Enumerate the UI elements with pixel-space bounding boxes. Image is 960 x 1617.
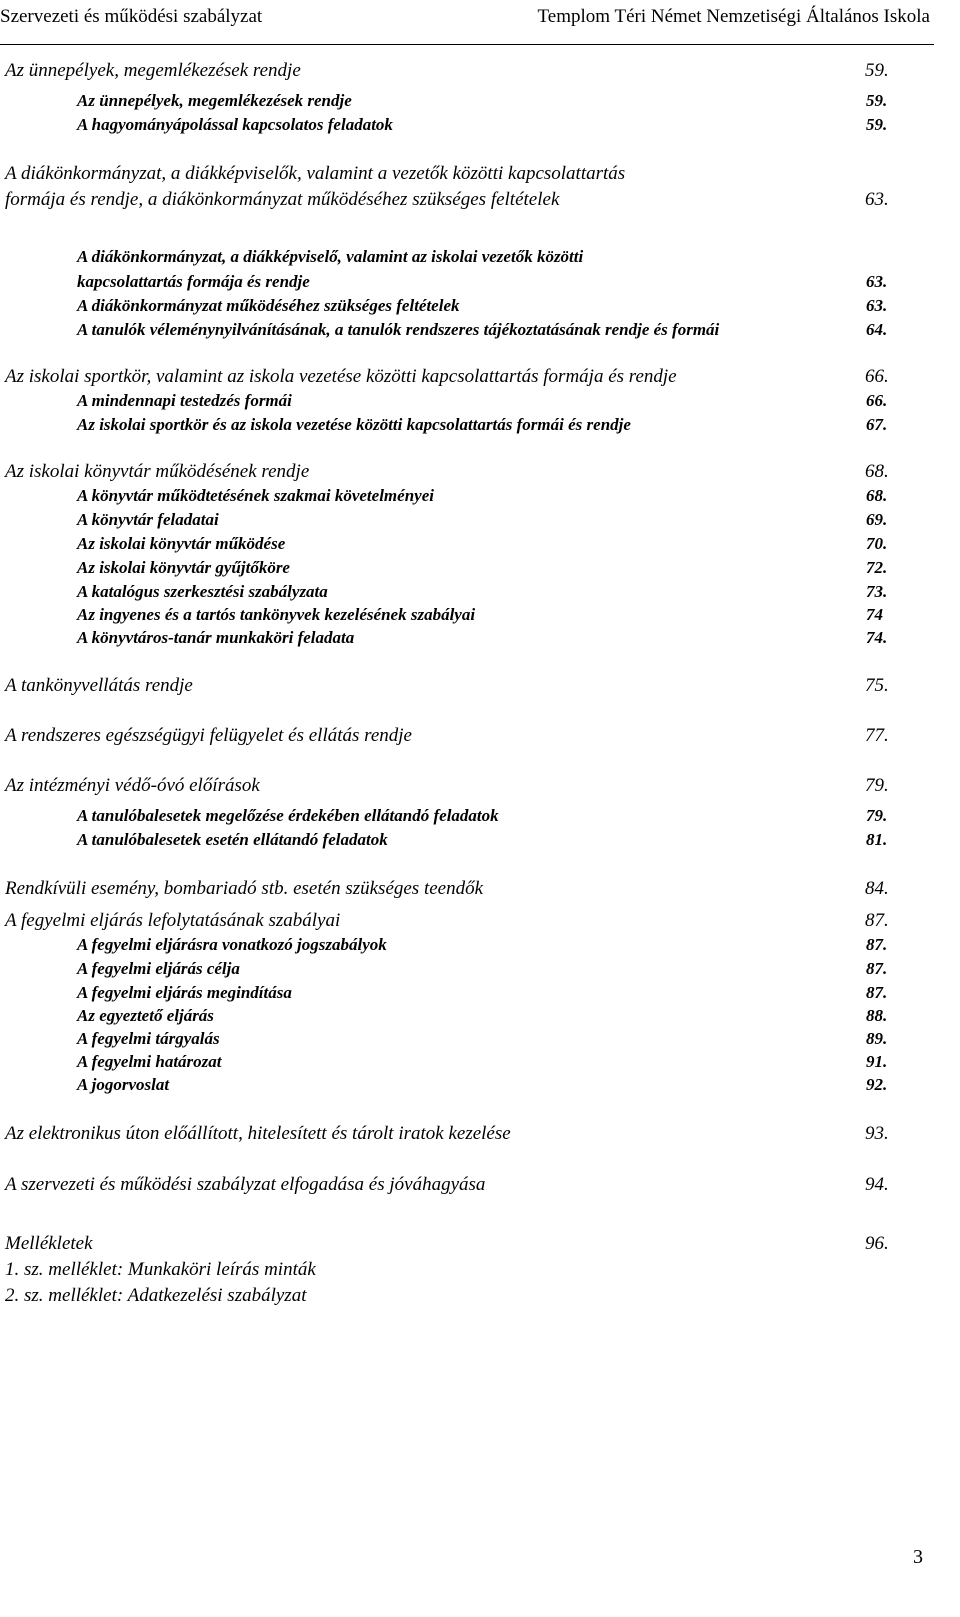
- toc-subentry: [0, 391, 934, 417]
- toc-entry: [0, 366, 934, 392]
- toc-entry-page: 75.: [865, 675, 889, 696]
- header-school-name: Templom Téri Német Nemzetiségi Általános Iskola: [537, 6, 930, 27]
- toc-entry-page: 68.: [866, 486, 888, 505]
- header-document-title: Szervezeti és működési szabályzat: [0, 6, 263, 27]
- toc-entry-page: 66.: [865, 366, 889, 387]
- toc-subentry: [0, 115, 934, 141]
- toc-entry-page: 74.: [866, 628, 888, 647]
- toc-entry-title: formája és rendje, a diákönkormányzat működéséhez szükséges feltételek: [5, 189, 560, 210]
- toc-entry-title: Az elektronikus úton előállított, hitelesített és tárolt iratok kezelése: [5, 1123, 511, 1144]
- toc-entry-page: 91.: [866, 1052, 888, 1071]
- toc-entry-title: A katalógus szerkesztési szabályzata: [77, 582, 328, 601]
- toc-entry-page: 69.: [866, 510, 888, 529]
- toc-entry-page: 66.: [866, 391, 888, 410]
- toc-subentry: [0, 830, 934, 856]
- toc-entry-title: Az ingyenes és a tartós tankönyvek kezelésének szabályai: [77, 605, 476, 624]
- toc-entry: [0, 1259, 934, 1285]
- toc-entry-title: Az iskolai könyvtár gyűjtőköre: [77, 558, 290, 577]
- toc-entry: [0, 461, 934, 487]
- toc-entry-title: A fegyelmi eljárás célja: [77, 959, 240, 978]
- toc-entry-page: 93.: [865, 1123, 889, 1144]
- toc-entry-title: A tanulók véleménynyilvánításának, a tanulók rendszeres tájékoztatásának rendje és formái: [77, 320, 720, 339]
- toc-subentry: [0, 272, 934, 298]
- toc-entry-page: 59.: [866, 91, 888, 110]
- toc-entry-title: A könyvtár feladatai: [77, 510, 219, 529]
- toc-entry-title: Az iskolai sportkör és az iskola vezetése közötti kapcsolattartás formái és rendje: [77, 415, 631, 434]
- toc-entry: [0, 725, 934, 751]
- toc-entry-title: Az egyeztető eljárás: [77, 1006, 214, 1025]
- toc-entry-title: A könyvtáros-tanár munkaköri feladata: [77, 628, 355, 647]
- toc-entry-page: 94.: [865, 1174, 889, 1195]
- toc-entry-title: Az iskolai sportkör, valamint az iskola vezetése közötti kapcsolattartás formája és rendje: [5, 366, 677, 387]
- toc-entry: [0, 1233, 934, 1259]
- toc-entry-title: 1. sz. melléklet: Munkaköri leírás minták: [5, 1259, 316, 1280]
- toc-subentry: [0, 510, 934, 536]
- toc-entry: [0, 775, 934, 801]
- toc-entry-page: 87.: [866, 983, 888, 1002]
- toc-entry: [0, 60, 934, 86]
- toc-subentry: [0, 935, 934, 961]
- toc-entry: [0, 675, 934, 701]
- toc-subentry: [0, 486, 934, 512]
- toc-entry: [0, 1174, 934, 1200]
- toc-entry-title: Mellékletek: [5, 1233, 93, 1254]
- toc-entry-page: 74: [866, 605, 883, 624]
- toc-subentry: [0, 558, 934, 584]
- toc-entry-title: Az iskolai könyvtár működése: [77, 534, 286, 553]
- toc-entry: [0, 878, 934, 904]
- toc-entry-title: Rendkívüli esemény, bombariadó stb. esetén szükséges teendők: [5, 878, 484, 899]
- toc-subentry: [0, 806, 934, 832]
- toc-entry-page: 67.: [866, 415, 888, 434]
- toc-subentry: [0, 91, 934, 117]
- toc-entry-page: 79.: [866, 806, 888, 825]
- toc-subentry: [0, 415, 934, 441]
- toc-entry-title: A fegyelmi eljárás lefolytatásának szabályai: [5, 910, 341, 931]
- toc-entry-page: 63.: [865, 189, 889, 210]
- toc-entry-page: 96.: [865, 1233, 889, 1254]
- toc-entry: [0, 1285, 934, 1311]
- toc-entry: [0, 189, 934, 215]
- toc-entry-page: 87.: [866, 935, 888, 954]
- toc-entry-title: A fegyelmi határozat: [77, 1052, 222, 1071]
- toc-subentry: [0, 247, 934, 273]
- toc-entry-page: 72.: [866, 558, 888, 577]
- toc-entry-title: A fegyelmi eljárásra vonatkozó jogszabályok: [77, 935, 387, 954]
- page-number: 3: [913, 1546, 923, 1568]
- toc-entry-page: 59.: [866, 115, 888, 134]
- toc-entry-title: Az ünnepélyek, megemlékezések rendje: [77, 91, 352, 110]
- toc-subentry: [0, 628, 934, 654]
- toc-subentry: [0, 296, 934, 322]
- toc-entry-title: A diákönkormányzat, a diákképviselő, valamint az iskolai vezetők közötti: [77, 247, 584, 266]
- toc-entry-title: A tanulóbalesetek esetén ellátandó feladatok: [77, 830, 388, 849]
- toc-entry-title: A diákönkormányzat működéséhez szükséges feltételek: [77, 296, 460, 315]
- toc-entry-title: A szervezeti és működési szabályzat elfogadása és jóváhagyása: [5, 1174, 486, 1195]
- toc-entry-title: A könyvtár működtetésének szakmai követelményei: [77, 486, 434, 505]
- toc-entry-title: Az iskolai könyvtár működésének rendje: [5, 461, 310, 482]
- toc-entry-page: 84.: [865, 878, 889, 899]
- toc-entry-title: A tankönyvellátás rendje: [5, 675, 193, 696]
- toc-entry-title: 2. sz. melléklet: Adatkezelési szabályzat: [5, 1285, 307, 1306]
- toc-entry-title: Az intézményi védő-óvó előírások: [5, 775, 260, 796]
- toc-entry-page: 64.: [866, 320, 888, 339]
- toc-entry-title: A jogorvoslat: [77, 1075, 170, 1094]
- toc-entry-page: 70.: [866, 534, 888, 553]
- toc-entry-page: 92.: [866, 1075, 888, 1094]
- toc-entry-page: 87.: [865, 910, 889, 931]
- toc-subentry: [0, 534, 934, 560]
- toc-entry: [0, 910, 934, 936]
- toc-entry-title: A fegyelmi tárgyalás: [77, 1029, 220, 1048]
- toc-entry-title: A hagyományápolással kapcsolatos feladatok: [77, 115, 393, 134]
- toc-entry-title: Az ünnepélyek, megemlékezések rendje: [5, 60, 301, 81]
- toc-entry-page: 68.: [865, 461, 889, 482]
- toc-entry-page: 63.: [866, 272, 888, 291]
- toc-entry-title: A tanulóbalesetek megelőzése érdekében ellátandó feladatok: [77, 806, 499, 825]
- toc-entry: [0, 163, 934, 189]
- toc-entry-title: A diákönkormányzat, a diákképviselők, valamint a vezetők közötti kapcsolattartás: [5, 163, 626, 184]
- toc-entry-page: 59.: [865, 60, 889, 81]
- toc-entry-title: A mindennapi testedzés formái: [77, 391, 292, 410]
- toc-entry-page: 88.: [866, 1006, 888, 1025]
- toc-entry-title: kapcsolattartás formája és rendje: [77, 272, 310, 291]
- toc-subentry: [0, 959, 934, 985]
- toc-entry-page: 77.: [865, 725, 889, 746]
- toc-entry-page: 81.: [866, 830, 888, 849]
- toc-subentry: [0, 320, 934, 346]
- toc-entry: [0, 1123, 934, 1149]
- toc-entry-page: 87.: [866, 959, 888, 978]
- toc-entry-page: 63.: [866, 296, 888, 315]
- toc-entry-title: A rendszeres egészségügyi felügyelet és ellátás rendje: [5, 725, 412, 746]
- toc-entry-page: 89.: [866, 1029, 888, 1048]
- toc-entry-page: 79.: [865, 775, 889, 796]
- toc-entry-page: 73.: [866, 582, 888, 601]
- toc-subentry: [0, 1075, 934, 1101]
- toc-entry-title: A fegyelmi eljárás megindítása: [77, 983, 292, 1002]
